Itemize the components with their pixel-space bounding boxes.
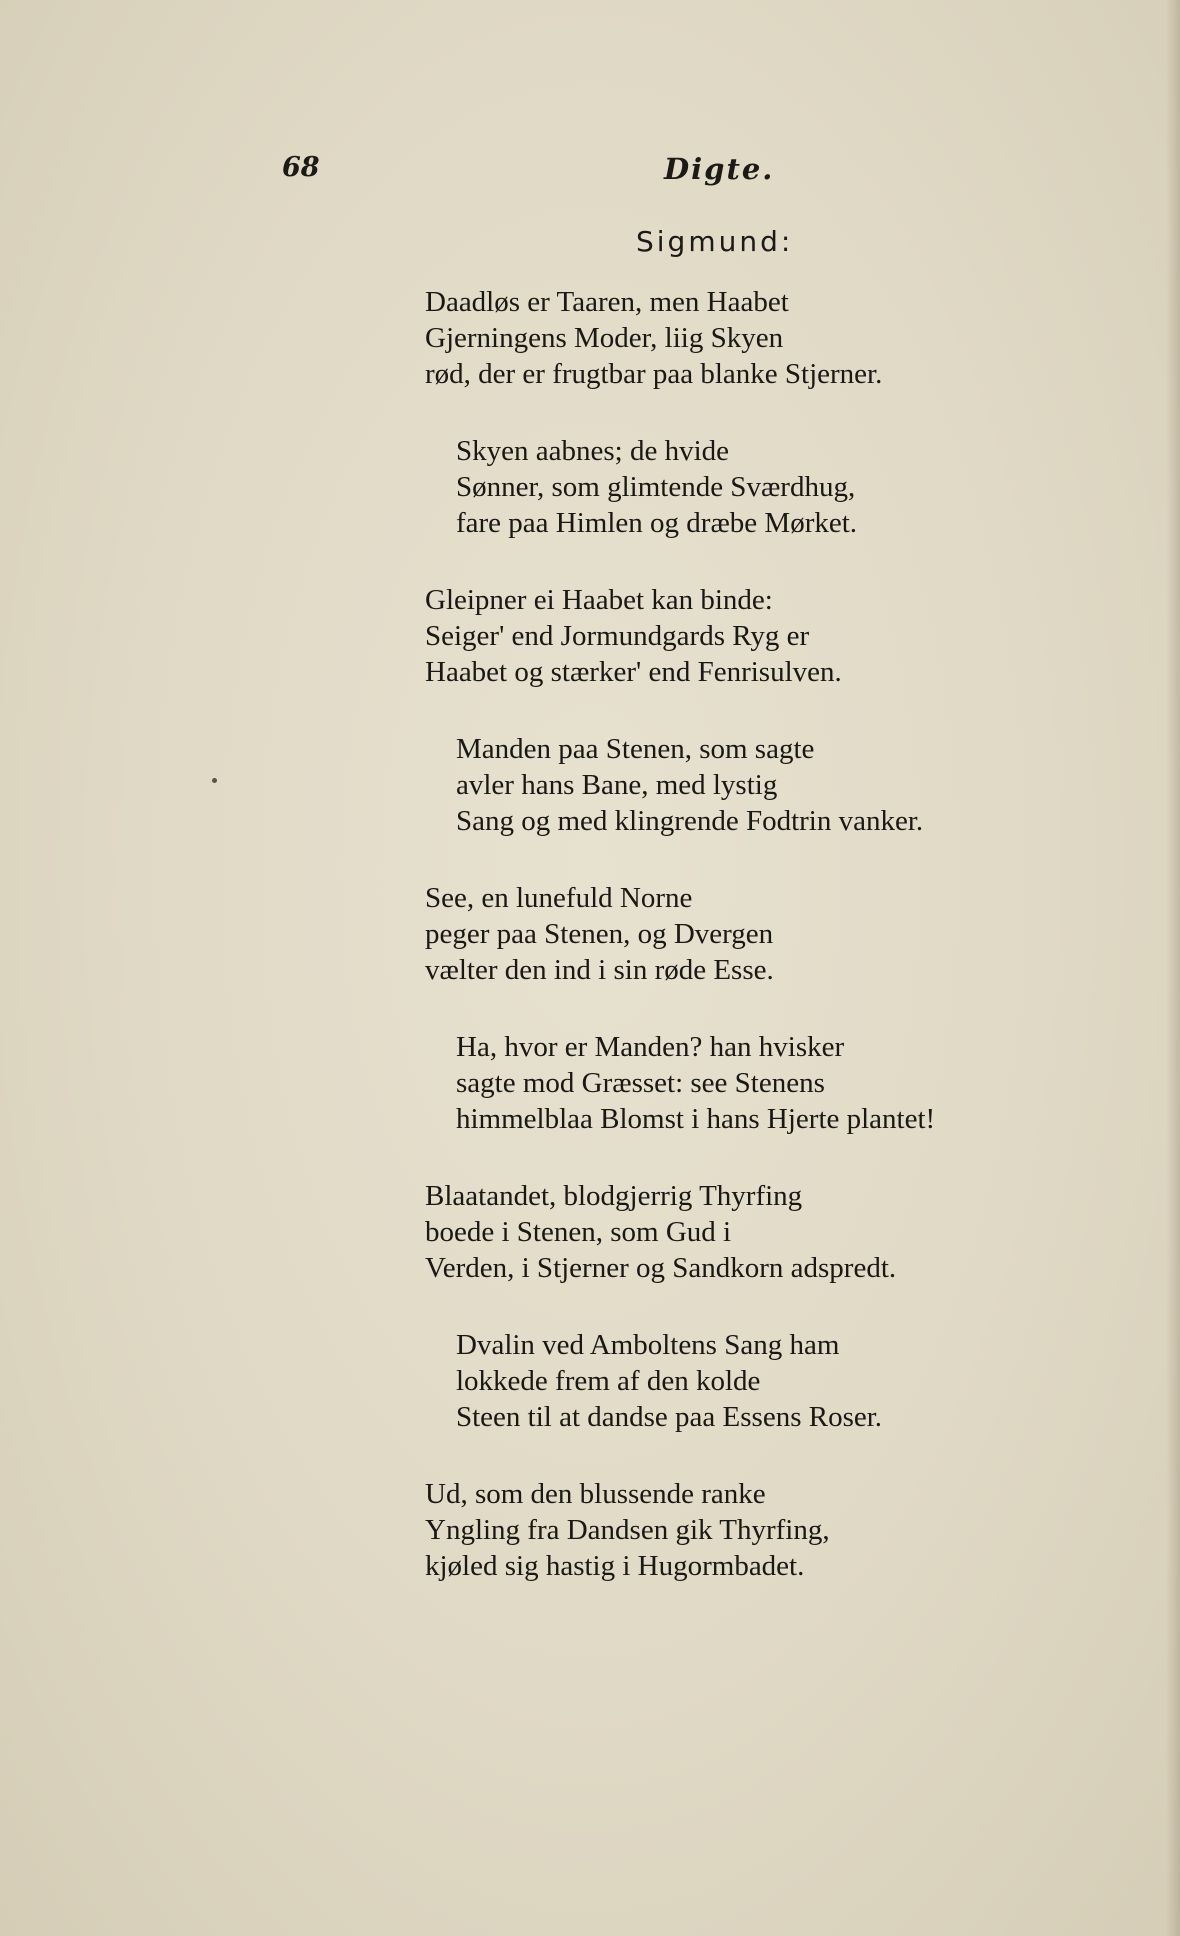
poem-line: avler hans Bane, med lystig bbox=[456, 769, 778, 801]
stanza-6 bbox=[456, 1029, 935, 1137]
poem-line: boede i Stenen, som Gud i bbox=[425, 1216, 732, 1248]
poem-line: Sang og med klingrende Fodtrin vanker. bbox=[456, 805, 924, 837]
poem-line: Verden, i Stjerner og Sandkorn adspredt. bbox=[425, 1252, 897, 1284]
poem-line: peger paa Stenen, og Dvergen bbox=[425, 918, 774, 950]
running-title: Digte. bbox=[664, 152, 775, 186]
poem-line: Steen til at dandse paa Essens Roser. bbox=[456, 1401, 883, 1433]
poem-line: Yngling fra Dandsen gik Thyrfing, bbox=[425, 1514, 830, 1546]
poem-line: lokkede frem af den kolde bbox=[456, 1365, 761, 1397]
poem-line: rød, der er frugtbar paa blanke Stjerner. bbox=[425, 358, 883, 390]
poem-line: Sønner, som glimtende Sværdhug, bbox=[456, 471, 856, 503]
page-edge-shadow bbox=[1166, 0, 1180, 1936]
stanza-7 bbox=[425, 1178, 896, 1286]
speaker-heading: Sigmund: bbox=[636, 225, 794, 258]
poem-line: Haabet og stærker' end Fenrisulven. bbox=[425, 656, 842, 688]
poem-line: Dvalin ved Amboltens Sang ham bbox=[456, 1329, 840, 1361]
poem-line: Gleipner ei Haabet kan binde: bbox=[425, 584, 773, 616]
poem-line: fare paa Himlen og dræbe Mørket. bbox=[456, 507, 858, 539]
poem-line: sagte mod Græsset: see Stenens bbox=[456, 1067, 825, 1099]
stanza-9 bbox=[425, 1476, 830, 1584]
stanza-5 bbox=[425, 880, 774, 988]
stanza-1 bbox=[425, 284, 882, 392]
poem-line: vælter den ind i sin røde Esse. bbox=[425, 954, 774, 986]
poem-line: Daadløs er Taaren, men Haabet bbox=[425, 286, 789, 318]
poem-line: Blaatandet, blodgjerrig Thyrfing bbox=[425, 1180, 803, 1212]
stanza-8 bbox=[456, 1327, 882, 1435]
poem-line: Ha, hvor er Manden? han hvisker bbox=[456, 1031, 845, 1063]
stanza-4 bbox=[456, 731, 923, 839]
poem-line: kjøled sig hastig i Hugormbadet. bbox=[425, 1550, 805, 1582]
page-number: 68 bbox=[282, 152, 320, 183]
poem-line: Ud, som den blussende ranke bbox=[425, 1478, 766, 1510]
stanza-2 bbox=[456, 433, 857, 541]
poem-line: himmelblaa Blomst i hans Hjerte plantet! bbox=[456, 1103, 936, 1135]
poem-line: Gjerningens Moder, liig Skyen bbox=[425, 322, 784, 354]
poem-line: Skyen aabnes; de hvide bbox=[456, 435, 730, 467]
poem-line: See, en lunefuld Norne bbox=[425, 882, 693, 914]
poem-line: Manden paa Stenen, som sagte bbox=[456, 733, 815, 765]
stanza-3 bbox=[425, 582, 842, 690]
ink-speck bbox=[212, 778, 217, 783]
poem-line: Seiger' end Jormundgards Ryg er bbox=[425, 620, 810, 652]
